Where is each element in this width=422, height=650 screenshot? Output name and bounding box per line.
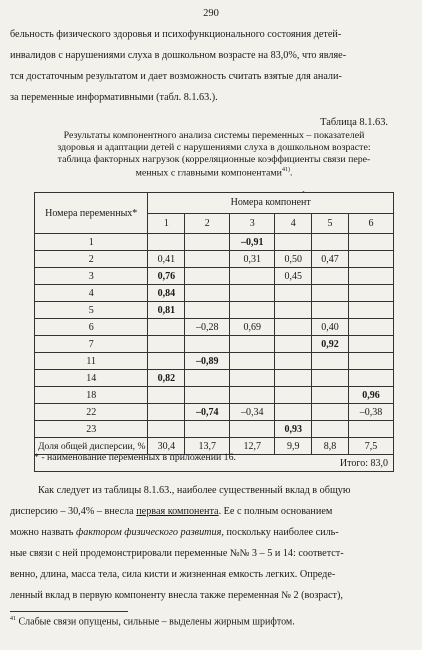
loading-cell (348, 353, 393, 370)
table-row (35, 285, 394, 302)
component-number: 1 (148, 213, 185, 234)
loading-cell (148, 404, 185, 421)
text-fragment: можно назвать (10, 527, 76, 538)
factor-loadings-table (34, 192, 394, 472)
loading-cell (275, 234, 312, 251)
loading-cell (185, 302, 230, 319)
loading-cell (348, 319, 393, 336)
variable-number: 18 (35, 387, 148, 404)
page-number: 290 (203, 8, 219, 19)
loading-cell (348, 251, 393, 268)
total-value: Итого: 83,0 (35, 455, 394, 472)
loading-cell (230, 353, 275, 370)
loading-cell (148, 234, 185, 251)
table-row (35, 302, 394, 319)
loading-cell (185, 251, 230, 268)
variable-number: 2 (35, 251, 148, 268)
loading-cell: 0,81 (148, 302, 185, 319)
text-line: ные связи с ней продемонстрировали переменные №№ 3 – 5 и 14: соответст- (10, 548, 344, 559)
loading-cell (230, 370, 275, 387)
loading-cell (230, 421, 275, 438)
footnote-text: Слабые связи опущены, сильные – выделены жирным шрифтом. (16, 616, 295, 628)
variance-value: 12,7 (230, 438, 275, 455)
loading-cell (148, 336, 185, 353)
variable-number: 4 (35, 285, 148, 302)
variable-number: 14 (35, 370, 148, 387)
component-number: 4 (275, 213, 312, 234)
loading-cell: 0,31 (230, 251, 275, 268)
loading-cell (312, 370, 349, 387)
loading-cell: –0,91 (230, 234, 275, 251)
underlined-term: первая компонента (136, 506, 219, 517)
loading-cell (312, 285, 349, 302)
star-note: * - наименование переменных в приложении 16. (34, 452, 236, 463)
loading-cell (275, 370, 312, 387)
loading-cell (230, 302, 275, 319)
text-line: венно, длина, масса тела, сила кисти и жизненная емкость легких. Опреде- (10, 569, 336, 580)
table-row (35, 370, 394, 387)
loading-cell: –0,28 (185, 319, 230, 336)
row-header: Номера переменных* (35, 193, 148, 234)
component-number: 6 (348, 213, 393, 234)
variable-number: 6 (35, 319, 148, 336)
loading-cell: 0,45 (275, 268, 312, 285)
loading-cell (348, 421, 393, 438)
loading-cell (348, 336, 393, 353)
loading-cell (185, 285, 230, 302)
variable-number: 1 (35, 234, 148, 251)
loading-cell: 0,84 (148, 285, 185, 302)
text-line (10, 522, 414, 543)
component-number: 3 (230, 213, 275, 234)
caption-line: таблица факторных нагрузок (корреляционные коэффициенты связи пере- (57, 153, 371, 165)
text-line: за переменные информативными (табл. 8.1.63.). (10, 92, 218, 103)
loading-cell (148, 319, 185, 336)
loading-cell (348, 285, 393, 302)
loading-cell (185, 336, 230, 353)
variable-number: 3 (35, 268, 148, 285)
component-number: 2 (185, 213, 230, 234)
loading-cell (312, 387, 349, 404)
loading-cell (275, 387, 312, 404)
text-line: ленный вклад в первую компоненту внесла также переменная № 2 (возраст), (10, 590, 343, 601)
caption-line: Результаты компонентного анализа системы переменных – показателей (63, 130, 365, 141)
variance-value: 8,8 (312, 438, 349, 455)
loading-cell (275, 319, 312, 336)
loading-cell (148, 421, 185, 438)
loading-cell (312, 404, 349, 421)
table-row (35, 421, 394, 438)
variance-value: 9,9 (275, 438, 312, 455)
loading-cell (348, 302, 393, 319)
loading-cell (185, 421, 230, 438)
loading-cell (275, 353, 312, 370)
variable-number: 5 (35, 302, 148, 319)
table-body (35, 234, 394, 472)
loading-cell (275, 336, 312, 353)
text-fragment: . Ее с полным основанием (218, 506, 333, 517)
variable-number: 23 (35, 421, 148, 438)
loading-cell: 0,47 (312, 251, 349, 268)
loading-cell: 0,82 (148, 370, 185, 387)
table-row (35, 234, 394, 251)
top-paragraph (10, 24, 414, 108)
text-line: Как следует из таблицы 8.1.63., наиболее существенный вклад в общую (38, 485, 351, 496)
loading-cell (312, 353, 349, 370)
table-caption (28, 130, 400, 179)
loading-cell (312, 234, 349, 251)
footnote (10, 616, 295, 627)
loading-cell: 0,69 (230, 319, 275, 336)
loading-cell: –0,38 (348, 404, 393, 421)
loading-cell (185, 268, 230, 285)
table-row (35, 404, 394, 421)
variable-number: 7 (35, 336, 148, 353)
table-row (35, 319, 394, 336)
variable-number: 22 (35, 404, 148, 421)
loading-cell (230, 268, 275, 285)
variance-value: 13,7 (185, 438, 230, 455)
text-line: инвалидов с нарушениями слуха в дошкольном возрасте на 83,0%, что являе- (10, 50, 347, 61)
loading-cell (230, 336, 275, 353)
variance-value: 7,5 (348, 438, 393, 455)
loading-cell: –0,74 (185, 404, 230, 421)
loading-cell (185, 387, 230, 404)
bottom-paragraph (10, 480, 414, 606)
caption-line (28, 165, 400, 179)
variance-label: Доля общей дисперсии, % (35, 438, 148, 455)
footnote-rule (10, 611, 128, 612)
loading-cell (185, 370, 230, 387)
loading-cell: –0,89 (185, 353, 230, 370)
loading-cell: 0,92 (312, 336, 349, 353)
loading-cell: 0,41 (148, 251, 185, 268)
loading-cell (312, 268, 349, 285)
text-line: тся достаточным результатом и дает возможность считать взятые для анали- (10, 71, 342, 82)
loading-cell (275, 404, 312, 421)
component-number: 5 (312, 213, 349, 234)
loading-cell (148, 353, 185, 370)
table-row (35, 353, 394, 370)
text-line (10, 501, 414, 522)
loading-cell: 0,50 (275, 251, 312, 268)
group-header: Номера компонент (148, 193, 394, 214)
variable-number: 11 (35, 353, 148, 370)
loading-cell: 0,40 (312, 319, 349, 336)
caption-line: здоровья и адаптации детей с нарушениями слуха в дошкольном возрасте: (57, 141, 371, 153)
loading-cell (185, 234, 230, 251)
loading-cell (230, 387, 275, 404)
loading-cell (348, 268, 393, 285)
stray-mark: • (302, 188, 305, 197)
loading-cell (230, 285, 275, 302)
table-row (35, 336, 394, 353)
loading-cell (348, 370, 393, 387)
text-fragment: дисперсию – 30,4% – внесла (10, 506, 137, 517)
table-row (35, 387, 394, 404)
loading-cell (312, 302, 349, 319)
loading-cell (348, 234, 393, 251)
loading-cell: 0,76 (148, 268, 185, 285)
table-label: Таблица 8.1.63. (320, 117, 388, 128)
text-fragment: , поскольку наиболее силь- (221, 527, 339, 538)
italic-term: фактором физического развития (76, 527, 222, 538)
loading-cell: 0,93 (275, 421, 312, 438)
caption-end: . (289, 167, 293, 179)
loading-cell: –0,34 (230, 404, 275, 421)
caption-last: менных с главными компонентами (135, 167, 282, 179)
table-row (35, 251, 394, 268)
table-row (35, 268, 394, 285)
footnote-mark: 41 (10, 616, 16, 622)
footnote-ref: 41) (281, 167, 290, 174)
loading-cell (275, 302, 312, 319)
loading-cell: 0,96 (348, 387, 393, 404)
loading-cell (148, 387, 185, 404)
loading-cell (275, 285, 312, 302)
variance-value: 30,4 (148, 438, 185, 455)
text-line: бельность физического здоровья и психофункционального состояния детей- (10, 29, 342, 40)
loading-cell (312, 421, 349, 438)
